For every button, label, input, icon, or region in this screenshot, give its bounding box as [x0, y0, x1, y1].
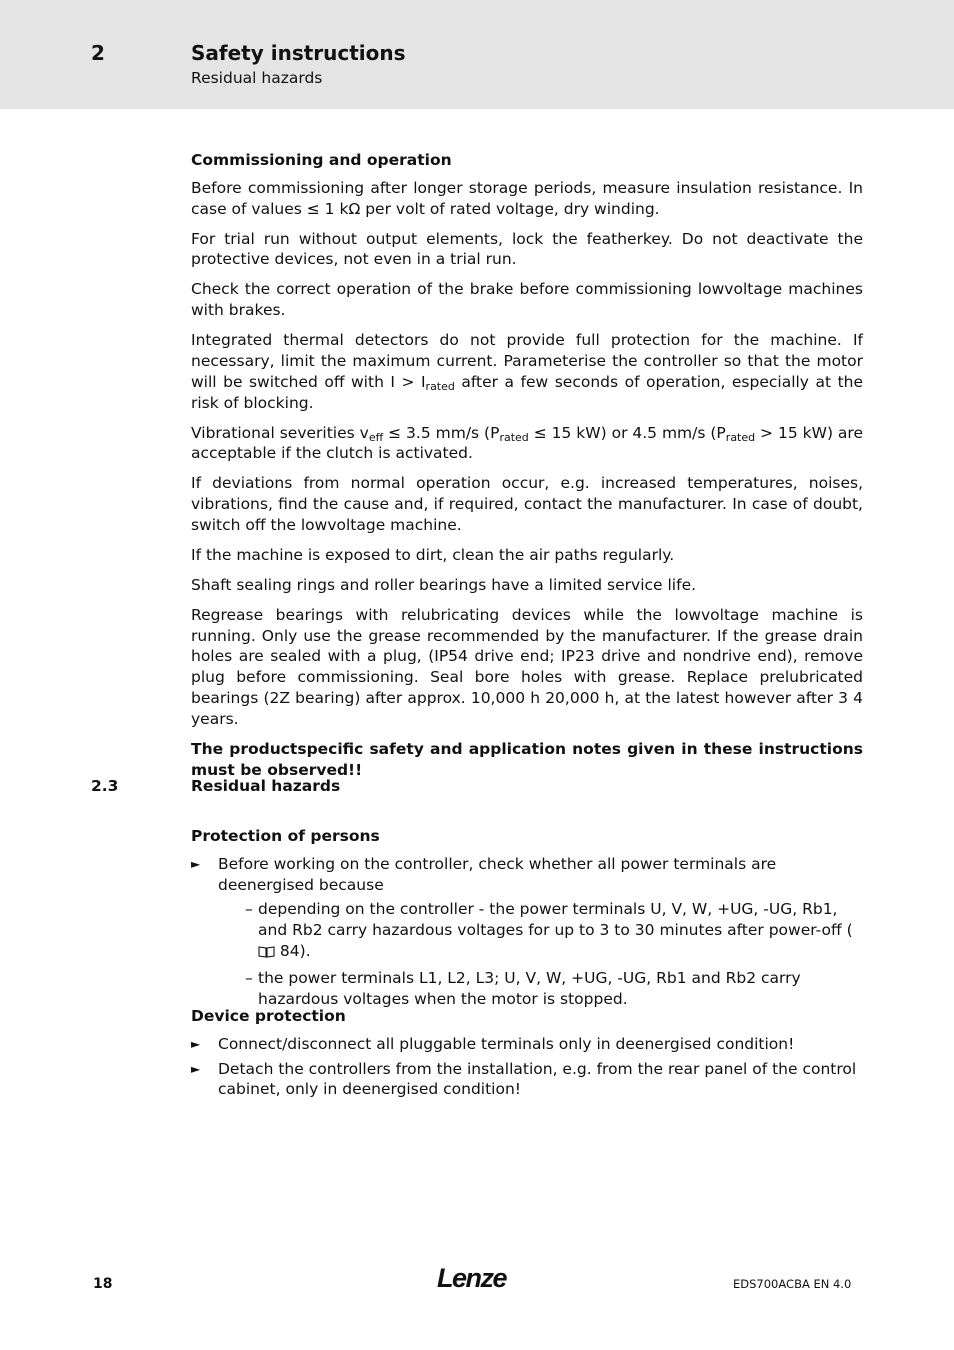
chapter-number: 2: [91, 41, 105, 65]
text-fragment: after a few seconds of operation, especially at the risk of blocking.: [191, 372, 864, 412]
lenze-logo: Lenze: [437, 1263, 507, 1293]
paragraph: Regrease bearings with relubricating devices while the lowvoltage machine is running. Only use the grease recommended by the manufacturer. If the grease drain holes are sealed with a plug, (IP54 drive end; IP23 drive and nondrive end), remove plug before commissioning. Seal bore holes with grease. Replace prelubricated bearings (2Z bearing) after approx. 10,000 h 20,000 h, at the latest however after 3 4 years.: [191, 605, 863, 728]
list-item: [191, 1059, 863, 1101]
document-code: EDS700ACBA EN 4.0: [733, 1277, 852, 1291]
section-number: 2.3: [91, 777, 119, 795]
paragraph: If deviations from normal operation occur, e.g. increased temperatures, noises, vibrations, find the cause and, if required, contact the manufacturer. In case of doubt, switch off the lowvoltage machine.: [191, 474, 863, 534]
paragraph: Check the correct operation of the brake before commissioning lowvoltage machines with brakes.: [191, 280, 863, 320]
chapter-subtitle: Residual hazards: [191, 69, 323, 87]
commissioning-heading: Commissioning and operation: [191, 151, 452, 169]
text-fragment: the power terminals L1, L2, L3; U, V, W, +UG, -UG, Rb1 and Rb2 carry hazardous voltages when the motor is stopped.: [258, 968, 801, 1008]
sub-list-item: [218, 968, 863, 1010]
sub-list-item: [218, 899, 863, 963]
text-fragment: Integrated thermal detectors do not provide full protection for the machine. If necessary, limit the maximum current. Parameterise the controller so that the motor will be switched off with I > I: [191, 331, 863, 391]
list-item-text: Connect/disconnect all pluggable terminals only in deenergised condition!: [218, 1034, 795, 1053]
text-fragment: > 15 kW) are acceptable if the clutch is activated.: [191, 423, 863, 463]
paragraph: If the machine is exposed to dirt, clean the air paths regularly.: [191, 545, 675, 564]
persons-heading: Protection of persons: [191, 827, 380, 845]
device-protection: [191, 1006, 863, 1104]
bullet-arrow-icon: ►: [191, 1036, 201, 1051]
safety-note: The productspecific safety and application notes given in these instructions must be observed!!: [191, 739, 863, 779]
text-fragment: Vibrational severities v: [191, 423, 369, 442]
page-number: 18: [93, 1276, 113, 1292]
bullet-arrow-icon: ►: [191, 1061, 201, 1076]
text-fragment: ≤ 3.5 mm/s (P: [383, 423, 500, 442]
list-item-text: Detach the controllers from the installation, e.g. from the rear panel of the control cabinet, only in deenergised condition!: [218, 1059, 857, 1099]
text-fragment: 84).: [275, 941, 311, 960]
subscript: rated: [499, 430, 529, 444]
paragraph: [191, 423, 863, 465]
list-item: [191, 854, 863, 1010]
book-reference-icon: [258, 943, 275, 964]
subscript: eff: [368, 430, 384, 444]
chapter-title: Safety instructions: [191, 41, 406, 65]
dash-mark: –: [245, 900, 253, 919]
paragraph: Shaft sealing rings and roller bearings have a limited service life.: [191, 575, 697, 594]
text-fragment: depending on the controller - the power terminals U, V, W, +UG, -UG, Rb1, and Rb2 carry hazardous voltages for up to 3 to 30 minutes after power-off (: [258, 900, 853, 940]
text-fragment: ≤ 15 kW) or 4.5 mm/s (P: [528, 423, 726, 442]
subscript: rated: [725, 430, 756, 444]
page-header: [0, 0, 954, 109]
list-item-text: Before working on the controller, check whether all power terminals are deenergised because: [218, 854, 777, 894]
section-title: Residual hazards: [191, 777, 341, 795]
device-heading: Device protection: [191, 1007, 346, 1025]
paragraph: For trial run without output elements, lock the featherkey. Do not deactivate the protective devices, not even in a trial run.: [191, 229, 863, 269]
protection-of-persons: [191, 826, 863, 1013]
paragraph: [191, 330, 863, 413]
commissioning-section: [191, 150, 863, 790]
subscript: rated: [425, 379, 455, 393]
list-item: [191, 1034, 863, 1055]
bullet-arrow-icon: ►: [191, 856, 201, 871]
dash-mark: –: [245, 968, 253, 987]
paragraph: Before commissioning after longer storage periods, measure insulation resistance. In case of values ≤ 1 kΩ per volt of rated voltage, dry winding.: [191, 178, 863, 218]
